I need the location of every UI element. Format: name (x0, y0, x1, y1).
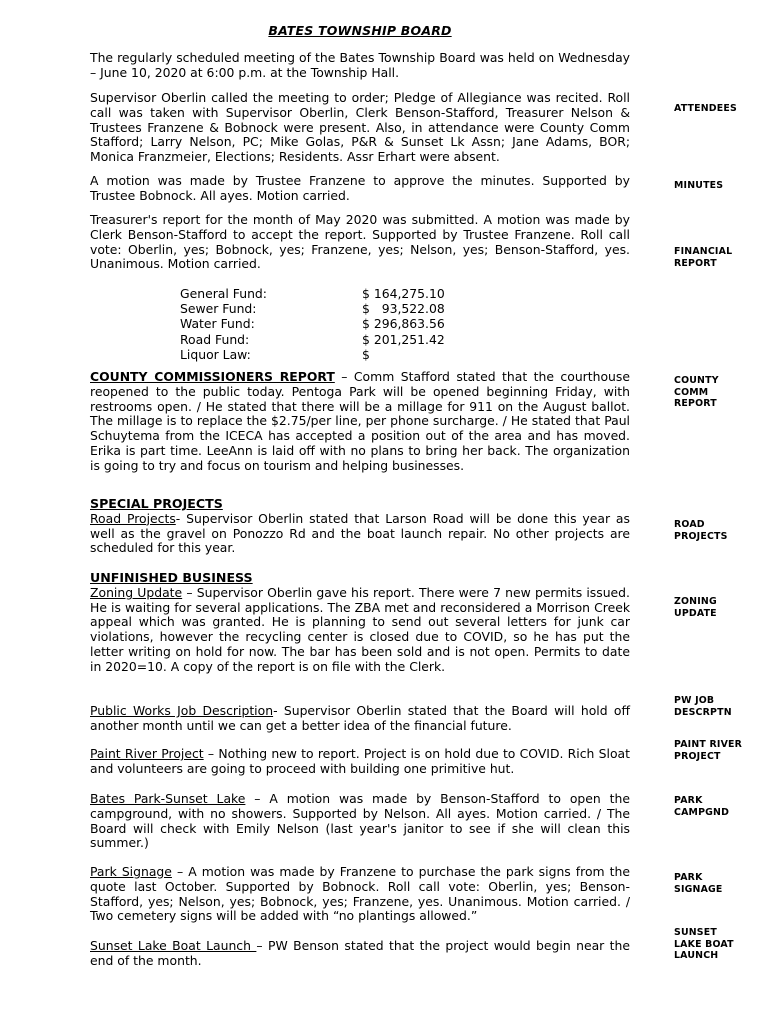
fund-row (180, 316, 482, 331)
margin-paint-river: PAINT RIVER PROJECT (674, 739, 743, 762)
pw-job-label: Public Works Job Description (90, 703, 274, 718)
bates-park-paragraph (90, 792, 630, 851)
intro-paragraph: The regularly scheduled meeting of the Bates Township Board was held on Wednesday – June 10, 2020 at 6:00 p.m. at the Township Hall. (90, 50, 630, 80)
fund-name: General Fund: (180, 286, 267, 301)
fund-value: $ (362, 346, 370, 362)
fund-name: Liquor Law: (180, 346, 251, 362)
margin-sunset-lake: SUNSET LAKE BOAT LAUNCH (674, 927, 734, 961)
fund-value: $ 296,863.56 (362, 316, 445, 332)
minutes-paragraph: A motion was made by Trustee Franzene to approve the minutes. Supported by Trustee Bobnock. All ayes. Motion carried. (90, 173, 630, 203)
unfinished-business-heading: UNFINISHED BUSINESS (90, 570, 253, 585)
financial-paragraph: Treasurer's report for the month of May 2020 was submitted. A motion was made by Clerk Benson-Stafford to accept the report. Supported by Trustee Franzene. Roll call vote: Oberlin, yes; Bobnock, yes; Franzene, yes; Nelson, yes; Benson-Stafford, yes. Unanimous. Motion carried. (90, 212, 630, 272)
park-signage-paragraph (90, 865, 630, 924)
zoning-update-text: – Supervisor Oberlin gave his report. There were 7 new permits issued. He is waiting for several applications. The ZBA met and reconsidered a Morrison Creek appeal which was granted. He is planning to send out several letters for junk car violations, however the recycling center is closed due to COVID, so he has put the letter writing on hold for now. The bar has been sold and is not open. Permits to date in 2020=10. A copy of the report is on file with the Clerk. (90, 584, 630, 674)
county-report-text: – Comm Stafford stated that the courthouse reopened to the public today. Pentoga Park will be opened beginning Friday, with restrooms open. / He stated that there will be a millage for 911 on the August ballot. The millage is to replace the $2.75/per line, per phone surcharge. / He stated that Paul Schuytema from the ICECA has accepted a position out of the area and has moved. Erika is part time. LeeAnn is laid off with no plans to bring her back. The organization is going to try and focus on tourism and helping businesses. (90, 369, 630, 473)
margin-park-campgnd: PARK CAMPGND (674, 795, 730, 818)
fund-row (180, 286, 482, 301)
county-report-heading: COUNTY COMMISSIONERS REPORT (90, 369, 335, 384)
park-signage-text: – A motion was made by Franzene to purchase the park signs from the quote last October. Supported by Bobnock. Roll call vote: Oberlin, yes; Benson-Stafford, yes; Nelson, yes; Bobnock, yes; Franzene, yes. Unanimous. Motion carried. / Two cemetery signs will be added with “no plantings allowed.” (90, 864, 630, 924)
margin-pw-job: PW JOB DESCRPTN (674, 695, 732, 718)
margin-road-projects: ROAD PROJECTS (674, 519, 728, 542)
road-projects-label: Road Projects (90, 510, 176, 526)
fund-name: Road Fund: (180, 331, 250, 347)
fund-name: Water Fund: (180, 316, 255, 332)
paint-river-paragraph (90, 747, 630, 777)
margin-minutes: MINUTES (674, 180, 724, 191)
margin-financial-report: FINANCIAL REPORT (674, 246, 733, 269)
margin-park-signage: PARK SIGNAGE (674, 872, 723, 895)
boat-launch-text: – PW Benson stated that the project would begin near the end of the month. (90, 938, 631, 968)
bates-park-text: – A motion was made by Benson-Stafford to open the campground, with no showers. Supported by Nelson. All ayes. Motion carried. / The Board will check with Emily Nelson (last year's janitor to see if she will clean this summer.) (90, 791, 630, 851)
margin-county-comm-report: COUNTY COMM REPORT (674, 375, 719, 409)
zoning-update-label: Zoning Update (90, 584, 183, 600)
unfinished-business-section (90, 571, 630, 675)
fund-balances (180, 286, 482, 362)
bates-park-label: Bates Park-Sunset Lake (90, 791, 246, 806)
special-projects-section (90, 497, 630, 556)
document-title: BATES TOWNSHIP BOARD (268, 23, 452, 38)
boat-launch-label: Sunset Lake Boat Launch (90, 938, 257, 953)
park-signage-label: Park Signage (90, 864, 172, 879)
county-report-paragraph (90, 370, 630, 474)
pw-job-paragraph (90, 704, 630, 734)
fund-row (180, 301, 482, 316)
road-projects-text: - Supervisor Oberlin stated that Larson Road will be done this year as well as the gravel on Ponozzo Rd and the boat launch repair. No other projects are scheduled for this year. (90, 510, 630, 556)
fund-row (180, 347, 482, 362)
margin-zoning-update: ZONING UPDATE (674, 596, 717, 619)
boat-launch-paragraph (90, 939, 630, 969)
fund-row (180, 332, 482, 347)
attendees-paragraph: Supervisor Oberlin called the meeting to order; Pledge of Allegiance was recited. Roll call was taken with Supervisor Oberlin, Clerk Benson-Stafford, Treasurer Nelson & Trustees Franzene & Bobnock were present. Also, in attendance were County Comm Stafford; Larry Nelson, PC; Mike Golas, P&R & Sunset Lk Assn; Jane Adams, BOR; Monica Franzmeier, Elections; Residents. Assr Erhart were absent. (90, 90, 630, 165)
fund-value: $ 164,275.10 (362, 286, 445, 301)
paint-river-label: Paint River Project (90, 746, 204, 761)
paint-river-text: – Nothing new to report. Project is on hold due to COVID. Rich Sloat and volunteers are going to proceed with building one primitive hut. (90, 746, 630, 776)
fund-name: Sewer Fund: (180, 301, 257, 317)
margin-attendees: ATTENDEES (674, 103, 737, 114)
fund-value: $ 93,522.08 (362, 301, 445, 317)
pw-job-text: - Supervisor Oberlin stated that the Board will hold off another month until we can get a better idea of the financial future. (90, 703, 630, 733)
fund-value: $ 201,251.42 (362, 331, 445, 347)
special-projects-heading: SPECIAL PROJECTS (90, 496, 223, 511)
